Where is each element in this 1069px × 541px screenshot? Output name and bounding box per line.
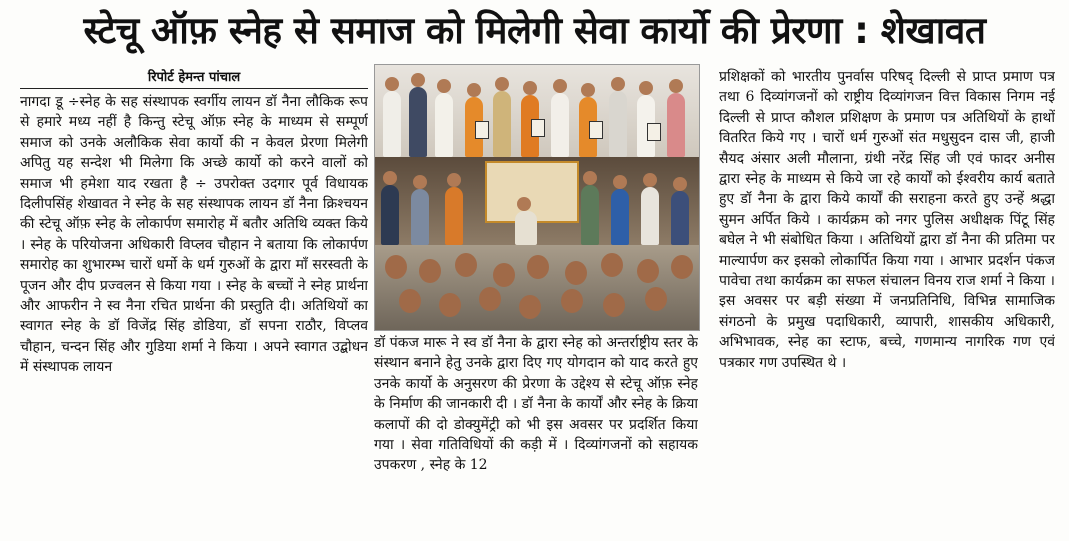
event-photo-collage	[374, 64, 700, 331]
article-text-2: डॉ पंकज मारू ने स्व डॉ नैना के द्वारा स्नेह को अन्तर्राष्ट्रीय स्तर के संस्थान बनाने हेतु उनके द्वारा दिए गए योगदान को याद करते हुए उनके कार्यो के अनुसरण की प्रेरणा के उद्देश्य से स्टेचू ऑफ़ स्नेह के निर्माण की जानकारी दी । डॉ नैना के कार्यों और स्नेह के क्रिया कलापों की दो डोक्युमेंट्री को भी इस अवसर पर प्रदर्शित किया गया । सेवा गतिविधियों की कड़ी में । दिव्यांगजनों को सहायक उपकरण , स्नेह के 12	[374, 335, 698, 474]
article-column-1	[20, 92, 368, 532]
article-text-1: नागदा डू ÷स्नेह के सह संस्थापक स्वर्गीय लायन डॉ नैना लौकिक रूप से हमारे मध्य नहीं है किन्तु स्टेचू ऑफ़ स्नेह के माध्यम से सम्पूर्ण समाज को उनके अलौकिक सेवा कार्यो की न केवल प्रेरणा मिलेगी अपितु यह सन्देश भी मिलेगा कि अच्छे कार्यो को करने वालों को समाज भी हमेशा याद रखता है ÷ उपरोक्त उदगार पूर्व विधायक दिलीपसिंह शेखावत ने स्नेह के सह संस्थापक लायन डॉ नैना क्रिश्चयन की स्टेचू ऑफ़ स्नेह के लोकार्पण समारोह में बतौर अतिथि व्यक्त किये । स्नेह के परियोजना अधिकारी विप्लव चौहान ने बताया कि लोकार्पण समारोह का शुभारम्भ चारों धर्मो के धर्म गुरुओं के द्वारा माँ सरस्वती के पूजन और दीप प्रज्वलन से किया गया । स्नेह के बच्चों ने स्नेह प्रार्थना और आफरीन ने स्व नैना रचित प्रार्थना की प्रस्तुति दी। अतिथियों का स्वागत स्नेह के डॉ विजेंद्र सिंह डोडिया, डॉ सपना राठौर, विप्लव चौहान, चन्दन सिंह और गुडिया शर्मा ने किया । अपने स्वागत उद्बोधन में संस्थापक लायन	[20, 94, 368, 376]
byline: रिपोर्ट हेमन्त पांचाल	[20, 68, 368, 89]
article-column-3	[719, 67, 1055, 532]
article-column-2	[374, 333, 698, 533]
photo-statue-unveiling	[375, 157, 699, 245]
headline: स्टेचू ऑफ़ स्नेह से समाज को मिलेगी सेवा कार्यो की प्रेरणा : शेखावत	[83, 9, 986, 52]
photo-certificate-distribution	[375, 65, 699, 157]
article-text-3: प्रशिक्षकों को भारतीय पुनर्वास परिषद् दिल्ली से प्राप्त प्रमाण पत्र तथा 6 दिव्यांगजनों को राष्ट्रीय दिव्यांगजन वित्त विकास निगम नई दिल्ली से प्राप्त कौशल प्रशिक्षण के प्रमाण पत्र अतिथियों के हाथों वितरित किये गए । चारों धर्म गुरुओं संत मधुसुदन दास जी, हाजी सैयद अंसार अली मौलाना, ग्रंथी नरेंद्र सिंह जी एवं फादर अनीस द्वारा स्नेह के माध्यम से किये जा रहे कार्यों को ईश्वरीय कार्य बताते हुए डॉ नैना के द्वारा किये कार्यों की सराहना करते हुए उन्हें श्रद्धा सुमन अर्पित किये । कार्यक्रम को नगर पुलिस अधीक्षक पिंटू सिंह बघेल ने भी संबोधित किया । अतिथियों द्वारा डॉ नैना की प्रतिमा पर माल्यार्पण कर इसको लोकार्पित किया गया । आभार प्रदर्शन पंकज पावेचा तथा कार्यक्रम का सफल संचालन विनय राज शर्मा ने किया । इस अवसर पर बड़ी संख्या में जनप्रतिनिधि, विभिन्न सामाजिक संगठनो के प्रमुख पदाधिकारी, व्यापारी, शासकीय अधिकारी, अभिभावक, स्नेह का स्टाफ, बच्चे, गणमान्य नागरिक गण एवं पत्रकार गण उपस्थित थे ।	[719, 69, 1055, 371]
photo-audience	[375, 245, 699, 330]
